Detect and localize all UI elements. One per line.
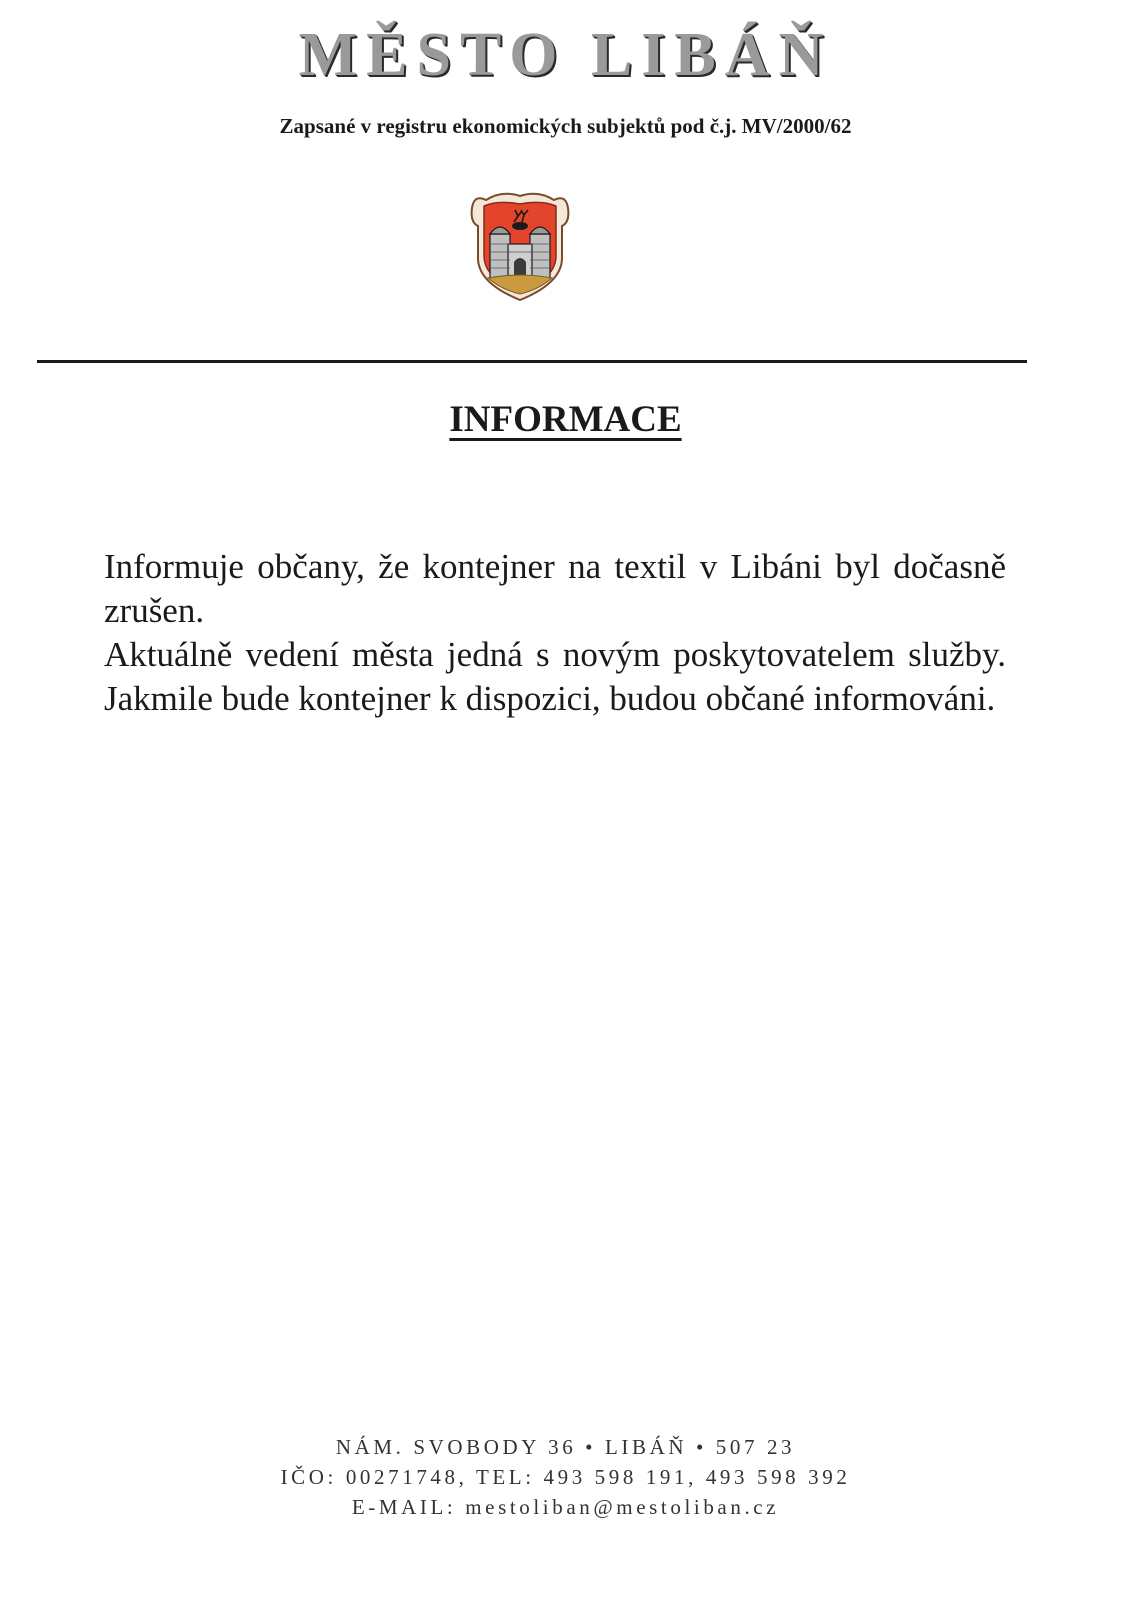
header-divider xyxy=(37,360,1027,363)
notice-body xyxy=(104,545,1006,721)
notice-heading xyxy=(0,398,1131,441)
footer-contact-ids: IČO: 00271748, TEL: 493 598 191, 493 598 392 xyxy=(280,1465,851,1489)
registration-line: Zapsané v registru ekonomických subjektů pod č.j. MV/2000/62 xyxy=(279,114,852,138)
town-title: MĚSTO LIBÁŇ xyxy=(298,21,833,89)
notice-heading-text: INFORMACE xyxy=(449,399,682,440)
coat-of-arms-icon xyxy=(468,188,572,308)
notice-paragraph: Aktuálně vedení města jedná s novým poskytovatelem služby. Jakmile bude kontejner k dispozici, budou občané informováni. xyxy=(104,635,1006,718)
footer-email: E-MAIL: mestoliban@mestoliban.cz xyxy=(351,1495,780,1519)
footer-address: NÁM. SVOBODY 36 • LIBÁŇ • 507 23 xyxy=(335,1435,796,1459)
letter-footer xyxy=(0,1432,1131,1522)
notice-paragraph: Informuje občany, že kontejner na textil v Libáni byl dočasně zrušen. xyxy=(104,547,1006,630)
